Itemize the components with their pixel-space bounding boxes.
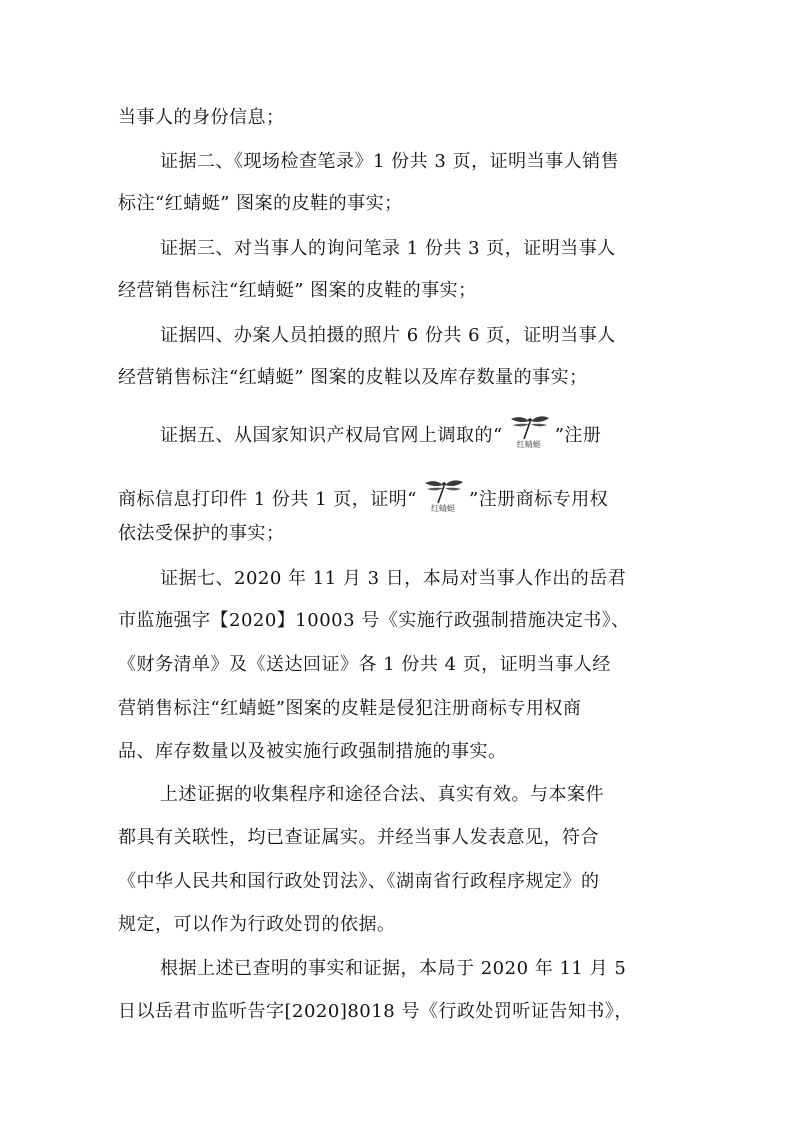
text-line: 《财务清单》及《送达回证》各 1 份共 4 页，证明当事人经 [118, 654, 611, 675]
trademark-logo [417, 477, 469, 517]
text-line: 规定，可以作为行政处罚的依据。 [118, 914, 396, 935]
text-segment: 证据五、从国家知识产权局官网上调取的“ [160, 425, 503, 446]
text-line: 都具有关联性，均已查证属实。并经当事人发表意见，符合 [118, 827, 599, 848]
text-line: 经营销售标注“红蜻蜓” 图案的皮鞋以及库存数量的事实； [118, 367, 588, 388]
dragonfly-icon [423, 477, 465, 505]
text-segment: 商标信息打印件 1 份共 1 页，证明“ [118, 489, 417, 510]
trademark-logo [503, 413, 555, 453]
text-line: 根据上述已查明的事实和证据，本局于 2020 年 11 月 5 [160, 958, 627, 979]
evidence-5-line-2 [118, 477, 609, 513]
text-line: 依法受保护的事实； [118, 523, 285, 544]
evidence-5-line [160, 413, 602, 449]
dragonfly-icon [509, 413, 551, 441]
text-segment: ”注册 [554, 425, 602, 446]
text-line: 标注“红蜻蜓” 图案的皮鞋的事实； [118, 193, 403, 214]
text-line: 证据三、对当事人的询问笔录 1 份共 3 页，证明当事人 [160, 238, 616, 259]
text-line: 上述证据的收集程序和途径合法、真实有效。与本案件 [160, 784, 604, 805]
logo-caption: 红蜻蜓 [431, 504, 455, 513]
text-line: 品、库存数量以及被实施行政强制措施的事实。 [118, 741, 507, 762]
text-line: 市监施强字【2020】10003 号《实施行政强制措施决定书》、 [118, 610, 630, 631]
text-line: 当事人的身份信息； [118, 107, 285, 128]
text-line: 证据七、2020 年 11 月 3 日，本局对当事人作出的岳君 [160, 568, 627, 589]
text-line: 经营销售标注“红蜻蜓” 图案的皮鞋的事实； [118, 280, 477, 301]
text-line: 证据四、办案人员拍摄的照片 6 份共 6 页，证明当事人 [160, 325, 616, 346]
logo-caption: 红蜻蜓 [516, 440, 541, 449]
text-line: 日以岳君市监听告字[2020]8018 号《行政处罚听证告知书》， [118, 1001, 633, 1022]
text-line: 证据二、《现场检查笔录》1 份共 3 页，证明当事人销售 [160, 151, 620, 172]
text-line: 营销售标注“红蜻蜓”图案的皮鞋是侵犯注册商标专用权商 [118, 698, 582, 719]
text-segment: ”注册商标专用权 [469, 489, 609, 510]
text-line: 《中华人民共和国行政处罚法》、《湖南省行政程序规定》的 [118, 871, 600, 892]
